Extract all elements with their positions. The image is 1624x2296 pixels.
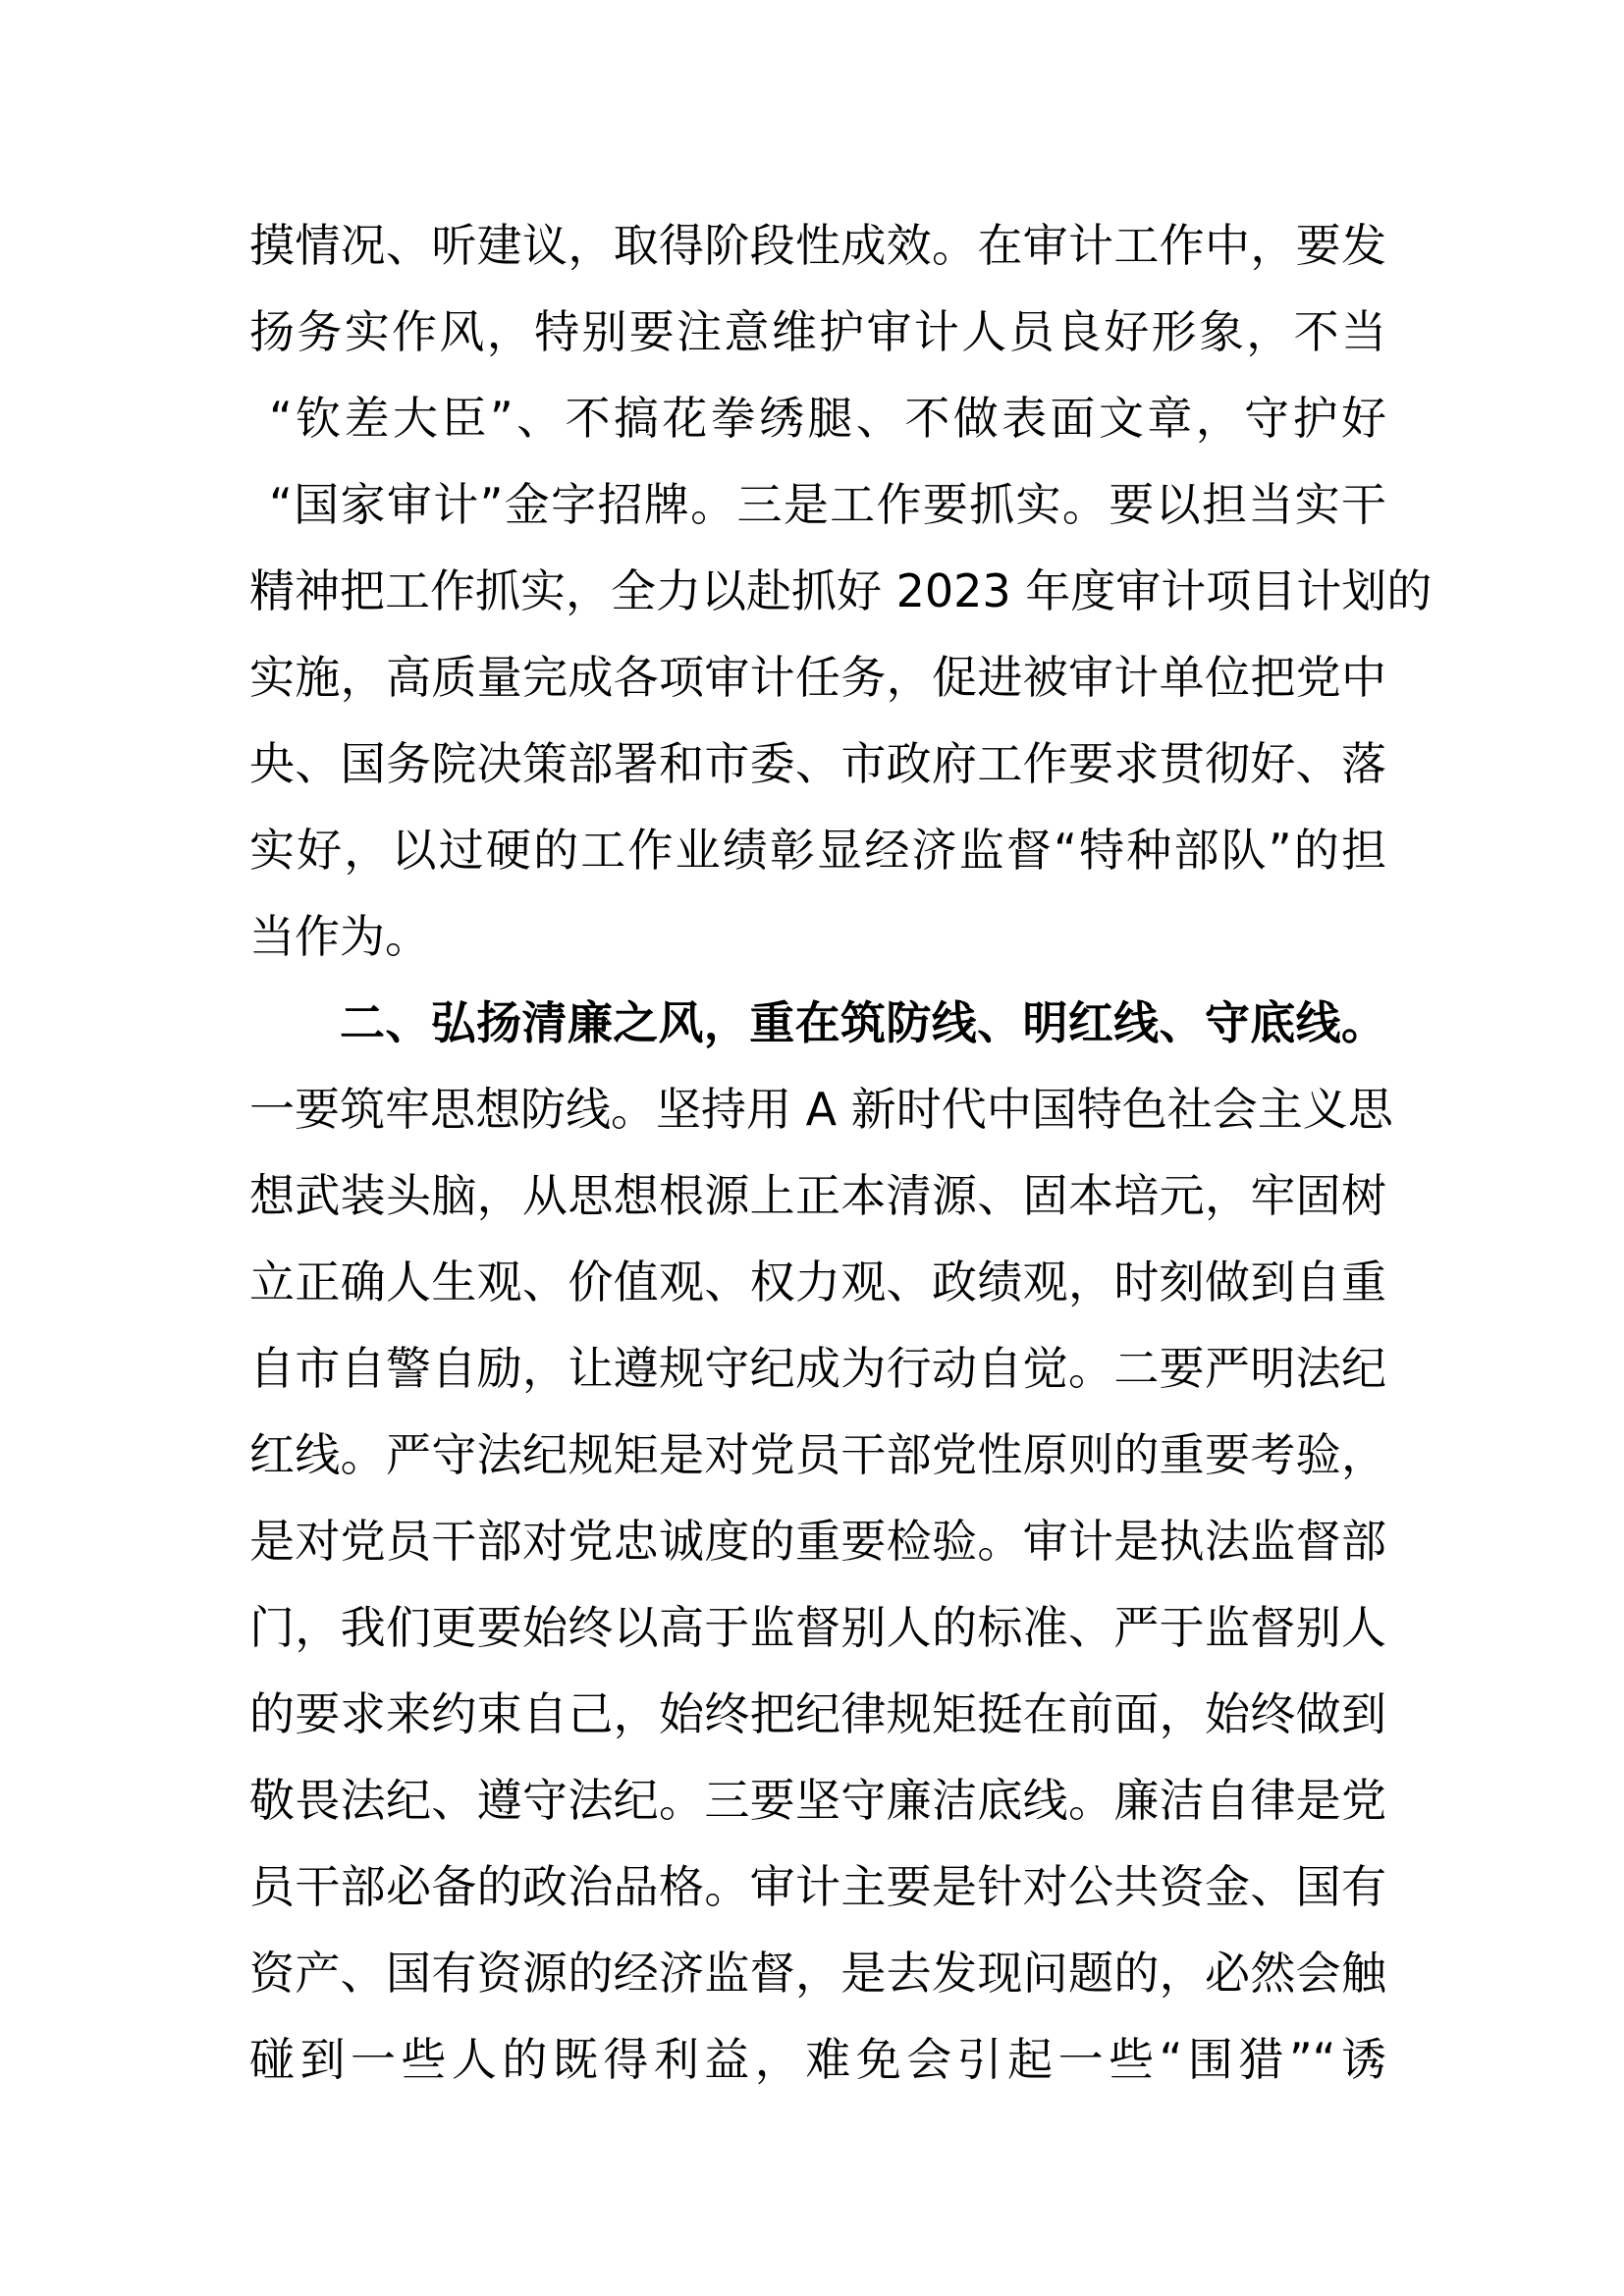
body-line: 资产、国有资源的经济监督，是去发现问题的，必然会触 xyxy=(249,1947,1386,2000)
body-line: 央、国务院决策部署和市委、市政府工作要求贯彻好、落 xyxy=(249,737,1386,790)
body-line: 门，我们更要始终以高于监督别人的标准、严于监督别人 xyxy=(249,1601,1386,1654)
section-2-heading: 二、弘扬清廉之风，重在筑防线、明红线、守底线。 xyxy=(340,996,1386,1049)
body-line: 红线。严守法纪规矩是对党员干部党性原则的重要考验， xyxy=(249,1428,1386,1481)
body-line: 实施，高质量完成各项审计任务，促进被审计单位把党中 xyxy=(249,651,1386,704)
body-line: 实好，以过硬的工作业绩彰显经济监督“特种部队”的担 xyxy=(249,824,1386,877)
body-line: 想武装头脑，从思想根源上正本清源、固本培元，牢固树 xyxy=(249,1169,1386,1222)
body-line: 员干部必备的政治品格。审计主要是针对公共资金、国有 xyxy=(249,1860,1386,1913)
body-line: 碰到一些人的既得利益，难免会引起一些“围猎”“诱 xyxy=(249,2033,1386,2086)
body-line: “钦差大臣”、不搞花拳绣腿、不做表面文章，守护好 xyxy=(269,392,1386,445)
body-line: 敬畏法纪、遵守法纪。三要坚守廉洁底线。廉洁自律是党 xyxy=(249,1774,1386,1827)
body-line: 扬务实作风，特别要注意维护审计人员良好形象，不当 xyxy=(249,305,1386,358)
body-line: 精神把工作抓实，全力以赴抓好 2023 年度审计项目计划的 xyxy=(249,564,1433,617)
body-line: “国家审计”金字招牌。三是工作要抓实。要以担当实干 xyxy=(269,478,1386,531)
body-line: 的要求来约束自己，始终把纪律规矩挺在前面，始终做到 xyxy=(249,1687,1386,1740)
paragraph-end-line: 当作为。 xyxy=(249,910,430,963)
text-block xyxy=(249,202,1433,2103)
body-line: 摸情况、听建议，取得阶段性成效。在审计工作中，要发 xyxy=(249,219,1386,272)
body-line: 是对党员干部对党忠诚度的重要检验。审计是执法监督部 xyxy=(249,1515,1386,1568)
body-line: 一要筑牢思想防线。坚持用 A 新时代中国特色社会主义思 xyxy=(249,1083,1393,1136)
body-line: 自市自警自励，让遵规守纪成为行动自觉。二要严明法纪 xyxy=(249,1342,1386,1395)
body-line: 立正确人生观、价值观、权力观、政绩观，时刻做到自重 xyxy=(249,1255,1386,1308)
